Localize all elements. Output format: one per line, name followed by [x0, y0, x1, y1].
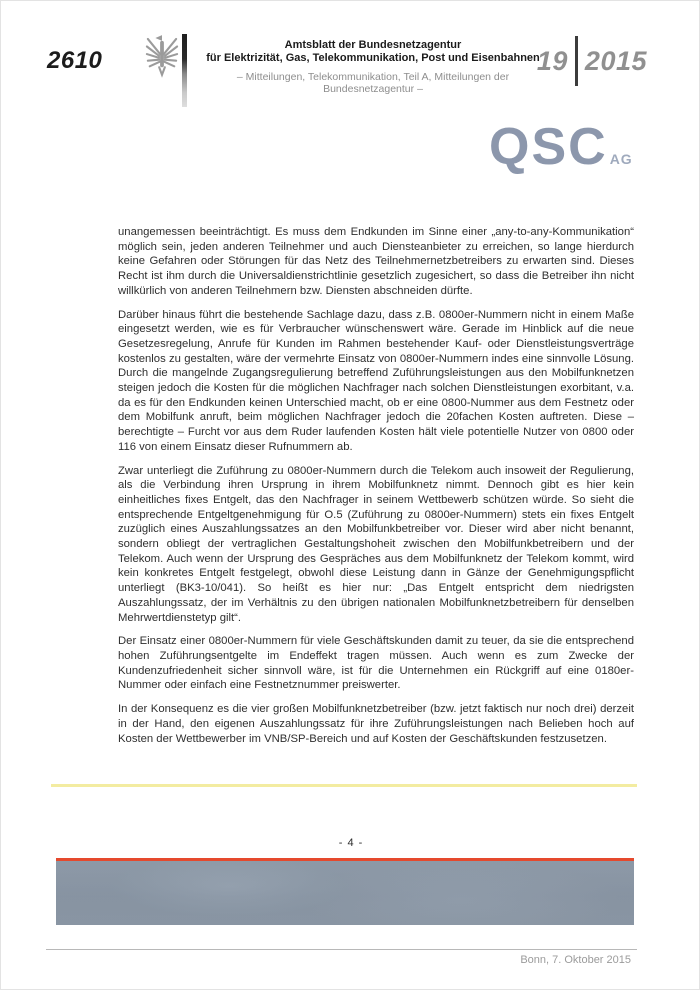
paragraph: Zwar unterliegt die Zuführung zu 0800er-Nummern durch die Telekom auch insoweit der Regulierung, als die Verbindung ihren Ursprung in ihrem Mobilfunknetz nimmt. Dennoch gibt es hier kein einheitliches fixes Entgelt, das den Nachfrager in seinem Wettbewerb schützen würde. So sieht die entsprechende Entgeltgenehmigung für O.5 (Zuführung zu 0800er-Nummern) stets ein fixes Entgelt zuzüglich eines Auszahlungssatzes an den Mobilfunkbetreiber vor. Dieser wird aber nicht benannt, sondern obliegt der vertraglichen Gestaltungshoheit zwischen den Mobilfunkbetreibern und der Telekom. Auch wenn der Ursprung des Gespräches aus dem Mobilfunknetz der Telekom kommt, wird kein konkretes Entgelt festgelegt, obwohl diese Leistung dann in Gänze der Genehmigungspflicht unterliegt (BK3-10/041). So heißt es hier nur: „Das Entgelt entspricht dem niedrigsten Auszahlungssatz, der im Verhältnis zu den übrigen nationalen Mobilfunknetzbetreibern für denselben Mehrwertdienstetyp gilt“.: [118, 464, 634, 624]
redacted-content-bar: [56, 858, 634, 925]
issue-number: 19: [536, 45, 568, 76]
issue-year: 2015: [584, 45, 647, 76]
issue-separator-bar: [575, 36, 578, 86]
federal-eagle-icon: [145, 30, 179, 80]
qsc-logo-text: QSC: [489, 118, 608, 176]
journal-title-line2: für Elektrizität, Gas, Telekommunikation, Post und Eisenbahnen: [206, 52, 540, 64]
header-divider-bar: [182, 34, 187, 107]
issue-block: [537, 35, 647, 87]
yellow-divider-line: [51, 784, 637, 787]
paragraph: Darüber hinaus führt die bestehende Sachlage dazu, dass z.B. 0800er-Nummern nicht in einem Maße eingesetzt werden, wie es für Verbraucher wünschenswert wäre. Gerade im Hinblick auf die neue Gesetzesregelung, Anrufe für Kunden im Rahmen bestehender Kauf- oder Dienstleistungsverträge kostenlos zu gestalten, wäre der vermehrte Einsatz von 0800er-Nummern indes eine sinnvolle Lösung. Durch die mangelnde Zugangsregulierung betreffend Zuführungsleistungen aus den Mobilfunknetzen steigen jedoch die Kosten für die möglichen Nachfrager nach solchen Dienstleistungen exorbitant, v.a. da es für den Endkunden keinen Unterschied macht, ob er eine 0800-Nummer aus dem Festnetz oder dem Mobilfunk anruft, beim möglichen Nachfrager jedoch die 20fachen Kosten auftreten. Diese – berechtigte – Furcht vor aus dem Ruder laufenden Kosten hält viele potentielle Nutzer von 0800 oder 116 von einem Einsatz dieser Rufnummern ab.: [118, 308, 634, 453]
dateline: Bonn, 7. Oktober 2015: [520, 954, 631, 966]
document-body: [118, 225, 634, 755]
qsc-logo: [489, 118, 633, 176]
page-number: - 4 -: [338, 837, 364, 849]
folio-number: 2610: [47, 47, 103, 74]
paragraph: unangemessen beeinträchtigt. Es muss dem Endkunden im Sinne einer „any-to-any-Kommunikation“ möglich sein, jeden anderen Teilnehmer und auch Diensteanbieter zu erreichen, so lange hierdurch keine Gefahren oder Störungen für das Netz des Teilnehmernetzbetreibers zu erwarten sind. Dieses Recht ist ihm durch die Universaldienstrichtlinie gesetzlich zugesichert, so dass die Betreiber ihn nicht willkürlich von anderen Teilnehmern bzw. Diensten abschneiden dürfte.: [118, 226, 634, 297]
journal-title-block: [195, 39, 551, 95]
qsc-logo-suffix: AG: [609, 151, 633, 167]
bar-grey-fill: [56, 861, 634, 925]
paragraph: In der Konsequenz es die vier großen Mobilfunknetzbetreiber (bzw. jetzt faktisch nur noch drei) derzeit in der Hand, den eigenen Auszahlungssatz für ihre Zuführungsleistungen nach Belieben hoch auf Kosten der Wettbewerber im VNB/SP-Bereich und auf Kosten der Geschäftskunden festzusetzen.: [118, 703, 634, 745]
journal-title-line1: Amtsblatt der Bundesnetzagentur: [284, 39, 462, 51]
journal-subtitle: – Mitteilungen, Telekommunikation, Teil A, Mitteilungen der Bundesnetzagentur –: [236, 71, 510, 95]
paragraph: Der Einsatz einer 0800er-Nummern für viele Geschäftskunden damit zu teuer, da sie die entsprechend hohen Zuführungsentgelte im Endeffekt tragen müssen. Auch wenn es zum Zwecke der Kundenzufriedenheit sicher sinnvoll wäre, ist für die Unternehmen ein Rückgriff auf eine 0180er-Nummer oder einfach eine Festnetznummer preiswerter.: [118, 635, 634, 692]
footer-divider-line: [46, 949, 637, 950]
